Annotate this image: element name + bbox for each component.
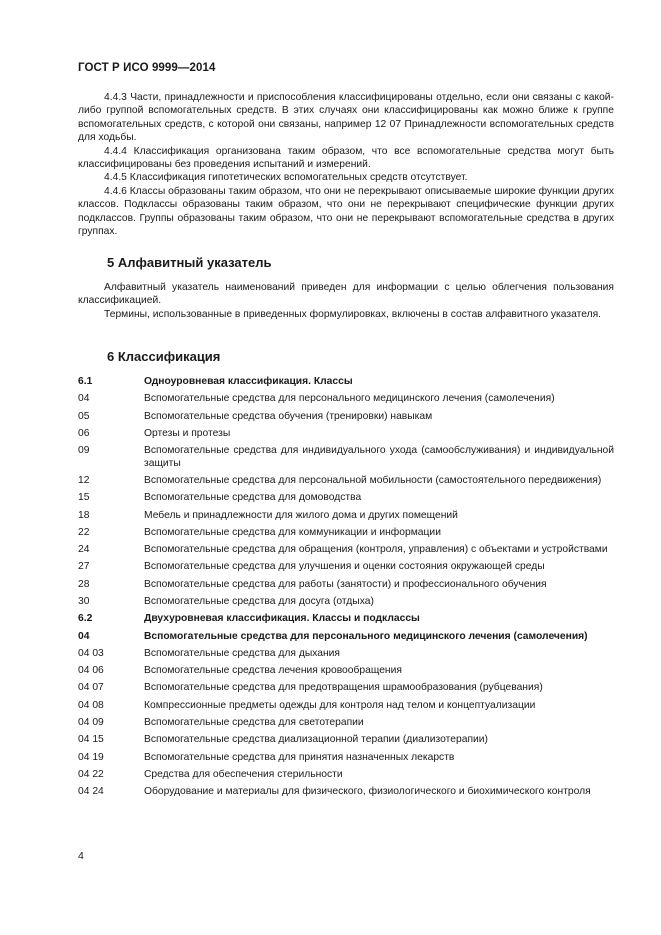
class-description: Вспомогательные средства для принятия назначенных лекарств: [144, 751, 455, 763]
class-code: 6.1: [78, 376, 93, 387]
class-code: 24: [78, 544, 90, 556]
class-description: Вспомогательные средства для обращения (контроля, управления) с объектами и устройствами: [144, 544, 608, 556]
class-description: Вспомогательные средства для досуга (отдыха): [144, 595, 374, 607]
intro-paragraphs: [78, 91, 614, 238]
classification-row: [78, 752, 614, 765]
class-description: Вспомогательные средства для индивидуального ухода (самообслуживания) и индивидуальной защиты: [144, 445, 614, 469]
class-code: 04: [78, 630, 90, 642]
section-5-body: [78, 281, 614, 321]
class-code: 04 19: [78, 751, 104, 763]
class-description: Одноуровневая классификация. Классы: [144, 376, 353, 387]
classification-row: [78, 475, 614, 488]
classification-row: [78, 596, 614, 609]
class-description: Вспомогательные средства для персональной мобильности (самостоятельного передвижения): [144, 475, 602, 486]
classification-row: [78, 376, 614, 389]
classification-row: [78, 428, 614, 441]
paragraph-4-4-4: 4.4.4 Классификация организована таким образом, что все вспомогательные средства могут быть классифицированы без проведения испытаний и измерений.: [78, 145, 614, 171]
classification-row: [78, 411, 614, 424]
class-code: 6.2: [78, 613, 93, 625]
classification-row: [78, 393, 614, 406]
class-code: 04 09: [78, 716, 104, 728]
class-code: 18: [78, 509, 90, 521]
classification-row: [78, 510, 614, 523]
classification-row: [78, 734, 614, 747]
class-description: Вспомогательные средства для улучшения и оценки состояния окружающей среды: [144, 561, 545, 573]
class-code: 06: [78, 427, 90, 439]
class-code: 04 22: [78, 768, 104, 780]
class-description: Оборудование и материалы для физического, физиологического и биохимического контроля: [144, 786, 591, 798]
class-code: 30: [78, 595, 90, 607]
classification-row: [78, 631, 614, 644]
classification-table: [78, 376, 614, 803]
classification-row: [78, 527, 614, 540]
classification-row: [78, 492, 614, 505]
class-description: Двухуровневая классификация. Классы и подклассы: [144, 613, 420, 625]
paragraph-4-4-6: 4.4.6 Классы образованы таким образом, что они не перекрывают описываемые широкие функции других классов. Подклассы образованы таким образом, что они не перекрывают специфические функции других подклассов. Группы образованы таким образом, что они не перекрывают вспомогательные средства в других группах.: [78, 185, 614, 238]
paragraph-4-4-5: 4.4.5 Классификация гипотетических вспомогательных средств отсутствует.: [104, 172, 468, 184]
class-description: Ортезы и протезы: [144, 427, 231, 439]
paragraph-4-4-3: 4.4.3 Части, принадлежности и приспособления классифицированы отдельно, если они связаны с какой-либо группой вспомогательных средств. В этих случаях они классифицированы как можно ближе к группе вспомогательных средств, с которой они связаны, например 12 07 Принадлежности вспомогательных средств для ходьбы.: [78, 92, 614, 144]
classification-row: [78, 579, 614, 592]
class-code: 09: [78, 445, 90, 457]
classification-row: [78, 769, 614, 782]
class-description: Вспомогательные средства обучения (тренировки) навыкам: [144, 410, 433, 422]
class-description: Средства для обеспечения стерильности: [144, 768, 343, 780]
classification-row: [78, 445, 614, 470]
class-description: Вспомогательные средства для предотвращения шрамообразования (рубцевания): [144, 682, 543, 694]
class-description: Вспомогательные средства для домоводства: [144, 492, 362, 504]
class-description: Мебель и принадлежности для жилого дома и других помещений: [144, 509, 458, 521]
class-description: Вспомогательные средства для коммуникации и информации: [144, 526, 441, 538]
class-description: Вспомогательные средства для светотерапии: [144, 716, 364, 728]
class-description: Вспомогательные средства лечения кровообращения: [144, 665, 402, 677]
standard-header: ГОСТ Р ИСО 9999—2014: [78, 62, 216, 74]
class-description: Вспомогательные средства для персонального медицинского лечения (самолечения): [144, 630, 588, 642]
class-code: 04 08: [78, 699, 104, 711]
classification-row: [78, 561, 614, 574]
classification-row: [78, 544, 614, 557]
classification-row: [78, 786, 614, 799]
class-description: Компрессионные предметы одежды для контроля над телом и концептуализации: [144, 699, 536, 711]
class-description: Вспомогательные средства диализационной терапии (диализотерапии): [144, 734, 488, 746]
section-6-heading: 6 Классификация: [107, 349, 221, 364]
class-code: 27: [78, 561, 90, 573]
class-code: 04: [78, 393, 90, 405]
class-code: 04 03: [78, 647, 104, 659]
page-number: 4: [78, 850, 84, 862]
classification-row: [78, 665, 614, 678]
class-code: 15: [78, 492, 90, 504]
class-code: 05: [78, 410, 90, 422]
section-5-paragraph: Алфавитный указатель наименований приведен для информации с целью облегчения пользования классификацией.: [78, 282, 614, 307]
class-description: Вспомогательные средства для дыхания: [144, 647, 341, 659]
section-5-paragraph: Термины, использованные в приведенных формулировках, включены в состав алфавитного указателя.: [104, 308, 602, 320]
class-code: 22: [78, 526, 90, 538]
class-code: 28: [78, 578, 90, 590]
class-description: Вспомогательные средства для работы (занятости) и профессионального обучения: [144, 578, 547, 590]
class-code: 12: [78, 475, 90, 486]
classification-row: [78, 648, 614, 661]
classification-row: [78, 682, 614, 695]
class-code: 04 07: [78, 682, 104, 694]
class-description: Вспомогательные средства для персонального медицинского лечения (самолечения): [144, 393, 555, 405]
classification-row: [78, 717, 614, 730]
class-code: 04 24: [78, 786, 104, 798]
class-code: 04 15: [78, 734, 104, 746]
classification-row: [78, 700, 614, 713]
classification-row: [78, 613, 614, 626]
section-5-heading: 5 Алфавитный указатель: [107, 255, 272, 270]
class-code: 04 06: [78, 665, 104, 677]
